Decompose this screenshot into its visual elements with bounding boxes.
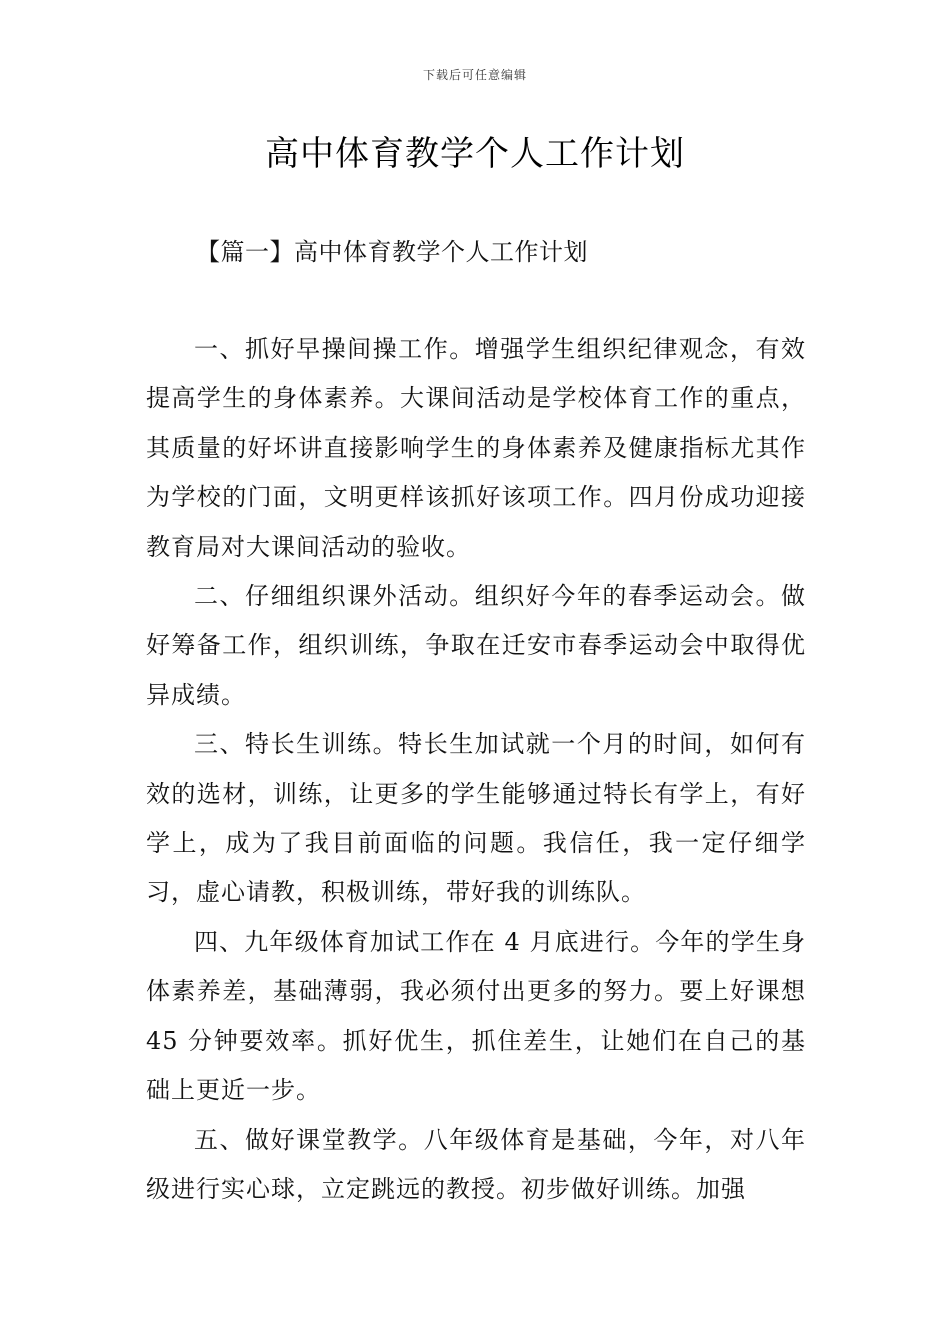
header-note: 下载后可任意编辑: [422, 68, 527, 82]
paragraph-4: 四、九年级体育加试工作在 4 月底进行。今年的学生身体素养差，基础薄弱，我必须付出更多的努力。要上好课想 45 分钟要效率。抓好优生，抓住差生，让她们在自己的基础上更近一步。: [146, 927, 806, 1105]
paragraph-3: 三、特长生训练。特长生加试就一个月的时间，如何有效的选材，训练，让更多的学生能够通过特长有学上，有好学上，成为了我目前面临的问题。我信任，我一定仔细学习，虚心请教，积极训练，带好我的训练队。: [146, 730, 806, 907]
paragraph-5: 五、做好课堂教学。八年级体育是基础，今年，对八年级进行实心球，立定跳远的教授。初步做好训练。加强: [146, 1125, 806, 1203]
paragraph-1: 一、抓好早操间操工作。增强学生组织纪律观念，有效提高学生的身体素养。大课间活动是学校体育工作的重点，其质量的好坏讲直接影响学生的身体素养及健康指标尤其作为学校的门面，文明更样该抓好该项工作。四月份成功迎接教育局对大课间活动的验收。: [146, 335, 806, 561]
document-body: [146, 325, 806, 1214]
section-heading: 【篇一】高中体育教学个人工作计划: [196, 238, 588, 266]
document-title: 高中体育教学个人工作计划: [265, 134, 685, 174]
paragraph-2: 二、仔细组织课外活动。组织好今年的春季运动会。做好筹备工作，组织训练，争取在迁安市春季运动会中取得优异成绩。: [146, 582, 806, 709]
